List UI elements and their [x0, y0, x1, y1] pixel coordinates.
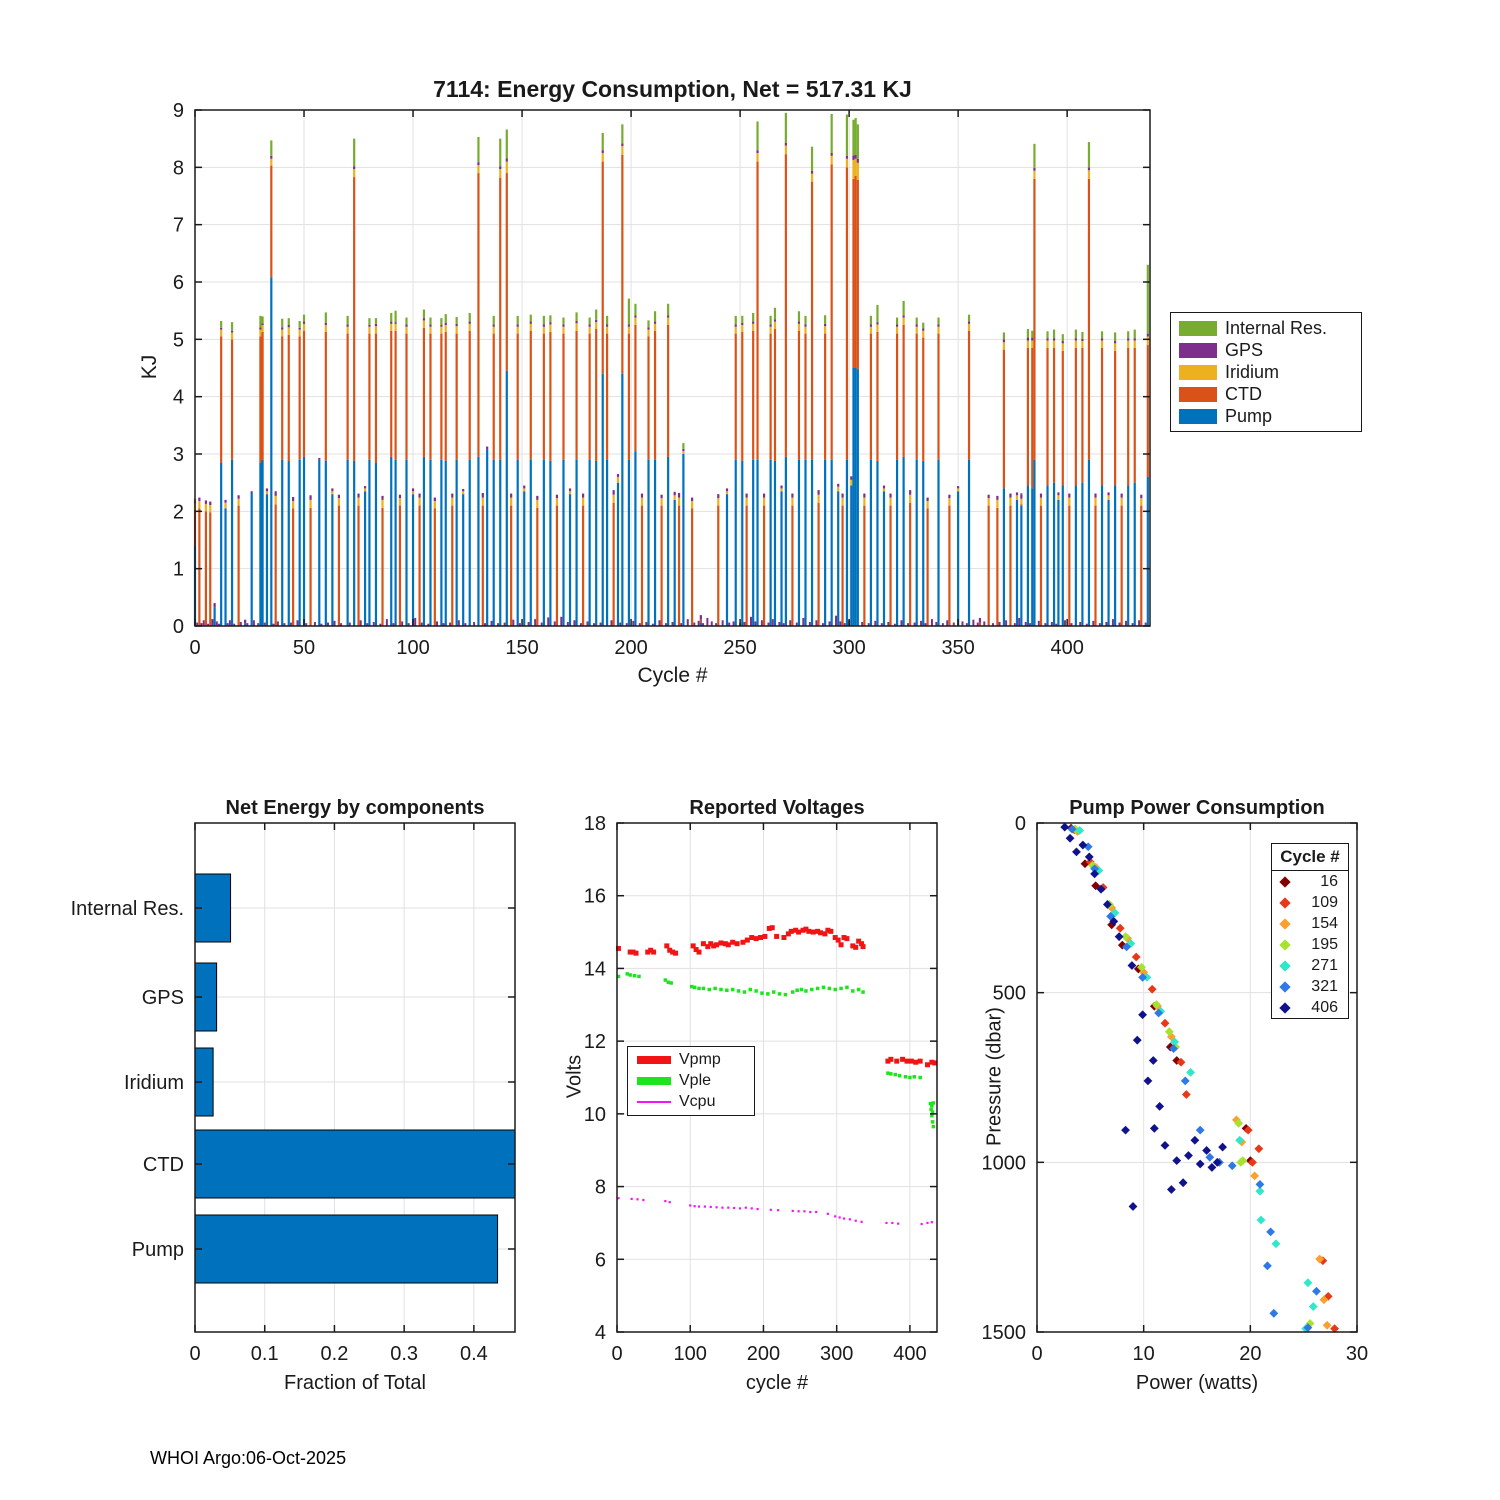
legend-diamond-icon [1279, 960, 1290, 971]
energy-legend-item-internal-res- [1171, 318, 1361, 339]
energy-legend-item-ctd [1171, 384, 1361, 405]
svg-text:20: 20 [1239, 1343, 1262, 1365]
voltages-legend-item-vple [628, 1072, 754, 1090]
legend-swatch [1179, 343, 1217, 358]
svg-text:CTD: CTD [142, 1154, 184, 1176]
svg-text:2: 2 [172, 501, 184, 524]
legend-label: 271 [1311, 956, 1338, 974]
cycle-legend-item-406 [1272, 997, 1348, 1018]
voltages-title: Reported Voltages [689, 797, 865, 819]
legend-label: CTD [1225, 383, 1262, 404]
svg-text:350: 350 [941, 637, 975, 659]
legend-diamond-icon [1279, 876, 1290, 887]
legend-label: 16 [1320, 872, 1338, 890]
svg-text:400: 400 [893, 1343, 927, 1365]
legend-label: Iridium [1225, 361, 1280, 382]
footer-text: WHOI Argo:06-Oct-2025 [150, 1448, 347, 1468]
svg-text:100: 100 [396, 637, 430, 659]
legend-label: GPS [1225, 339, 1264, 360]
legend-swatch [1179, 387, 1217, 402]
net-energy-title: Net Energy by components [225, 797, 485, 819]
legend-label: Vpmp [679, 1051, 721, 1069]
legend-label: 195 [1311, 935, 1338, 953]
cycle-legend [1271, 843, 1349, 1019]
svg-text:0.3: 0.3 [390, 1343, 419, 1365]
svg-text:Iridium: Iridium [123, 1072, 184, 1094]
svg-text:0: 0 [189, 637, 201, 659]
svg-text:30: 30 [1345, 1343, 1369, 1365]
svg-text:8: 8 [172, 157, 184, 180]
svg-text:200: 200 [746, 1343, 781, 1365]
legend-swatch [1179, 409, 1217, 424]
cycle-legend-item-321 [1272, 976, 1348, 997]
energy-legend-item-iridium [1171, 362, 1361, 383]
net-energy-bar-pump [195, 1215, 498, 1283]
legend-label: Pump [1225, 405, 1273, 426]
cycle-legend-item-109 [1272, 892, 1348, 913]
svg-text:500: 500 [992, 982, 1026, 1005]
legend-swatch [1179, 321, 1217, 336]
pump-power-yaxis-label: Pressure (dbar) [983, 1007, 1006, 1146]
svg-text:150: 150 [505, 637, 539, 659]
svg-text:200: 200 [614, 637, 648, 659]
svg-text:0: 0 [172, 616, 184, 638]
svg-text:100: 100 [673, 1343, 707, 1365]
legend-label: 154 [1311, 914, 1338, 932]
svg-text:0.2: 0.2 [320, 1343, 349, 1365]
net-energy-xaxis-label: Fraction of Total [284, 1372, 426, 1394]
voltages-legend-item-vpmp [628, 1051, 754, 1069]
svg-text:6: 6 [594, 1249, 606, 1272]
svg-text:250: 250 [723, 637, 757, 659]
svg-text:14: 14 [583, 958, 606, 981]
svg-text:50: 50 [292, 637, 316, 659]
cycle-legend-title: Cycle # [1272, 844, 1348, 871]
energy-xaxis-label: Cycle # [637, 664, 708, 687]
voltages-legend [627, 1046, 755, 1116]
svg-text:3: 3 [172, 444, 184, 466]
svg-text:7: 7 [172, 214, 184, 237]
energy-chart-title: 7114: Energy Consumption, Net = 517.31 KJ [433, 76, 912, 102]
energy-legend [1170, 312, 1362, 432]
svg-text:0: 0 [189, 1343, 201, 1365]
svg-text:Internal Res.: Internal Res. [70, 898, 184, 920]
svg-text:1500: 1500 [981, 1322, 1026, 1344]
svg-text:1000: 1000 [981, 1152, 1026, 1175]
legend-diamond-icon [1279, 1002, 1290, 1013]
cycle-legend-item-271 [1272, 955, 1348, 976]
svg-text:300: 300 [832, 637, 866, 659]
legend-swatch [1179, 365, 1217, 380]
svg-text:10: 10 [1132, 1343, 1155, 1365]
legend-label: Vcpu [679, 1092, 716, 1110]
legend-line [637, 1056, 671, 1064]
cycle-legend-item-16 [1272, 871, 1348, 892]
energy-legend-item-gps [1171, 340, 1361, 361]
pump-power-title: Pump Power Consumption [1069, 797, 1325, 819]
svg-text:0: 0 [611, 1343, 623, 1365]
svg-text:GPS: GPS [141, 987, 184, 1009]
legend-label: Internal Res. [1225, 317, 1328, 338]
svg-text:300: 300 [819, 1343, 854, 1365]
svg-text:4: 4 [172, 386, 184, 409]
cycle-legend-item-154 [1272, 913, 1348, 934]
voltages-xaxis-label: cycle # [745, 1372, 809, 1394]
svg-text:12: 12 [583, 1031, 606, 1054]
svg-text:0.1: 0.1 [250, 1343, 279, 1365]
svg-text:1: 1 [172, 558, 184, 581]
legend-label: 109 [1311, 893, 1338, 911]
svg-text:0: 0 [1014, 813, 1026, 835]
energy-yaxis-label: KJ [138, 354, 161, 380]
svg-text:0.4: 0.4 [459, 1343, 488, 1365]
svg-text:Pump: Pump [131, 1239, 184, 1261]
legend-label: 321 [1311, 977, 1338, 995]
energy-legend-item-pump [1171, 406, 1361, 427]
svg-text:10: 10 [583, 1103, 606, 1126]
svg-text:9: 9 [172, 100, 184, 122]
svg-text:18: 18 [583, 813, 606, 835]
legend-label: 406 [1311, 998, 1338, 1016]
svg-text:400: 400 [1050, 637, 1084, 659]
svg-text:6: 6 [172, 272, 184, 294]
cycle-legend-item-195 [1272, 934, 1348, 955]
legend-label: Vple [679, 1071, 712, 1089]
net-energy-bar-ctd [195, 1130, 515, 1198]
legend-diamond-icon [1279, 981, 1290, 992]
svg-text:16: 16 [583, 885, 606, 908]
svg-text:8: 8 [594, 1176, 606, 1199]
legend-diamond-icon [1279, 918, 1290, 929]
voltages-yaxis-label: Volts [563, 1054, 586, 1099]
voltages-legend-item-vcpu [628, 1093, 754, 1111]
svg-text:0: 0 [1031, 1343, 1043, 1365]
legend-line [637, 1077, 671, 1085]
svg-text:5: 5 [172, 329, 184, 352]
legend-diamond-icon [1279, 939, 1290, 950]
legend-diamond-icon [1279, 897, 1290, 908]
legend-line [637, 1101, 671, 1103]
pump-power-xaxis-label: Power (watts) [1135, 1372, 1259, 1394]
svg-text:4: 4 [594, 1322, 606, 1344]
